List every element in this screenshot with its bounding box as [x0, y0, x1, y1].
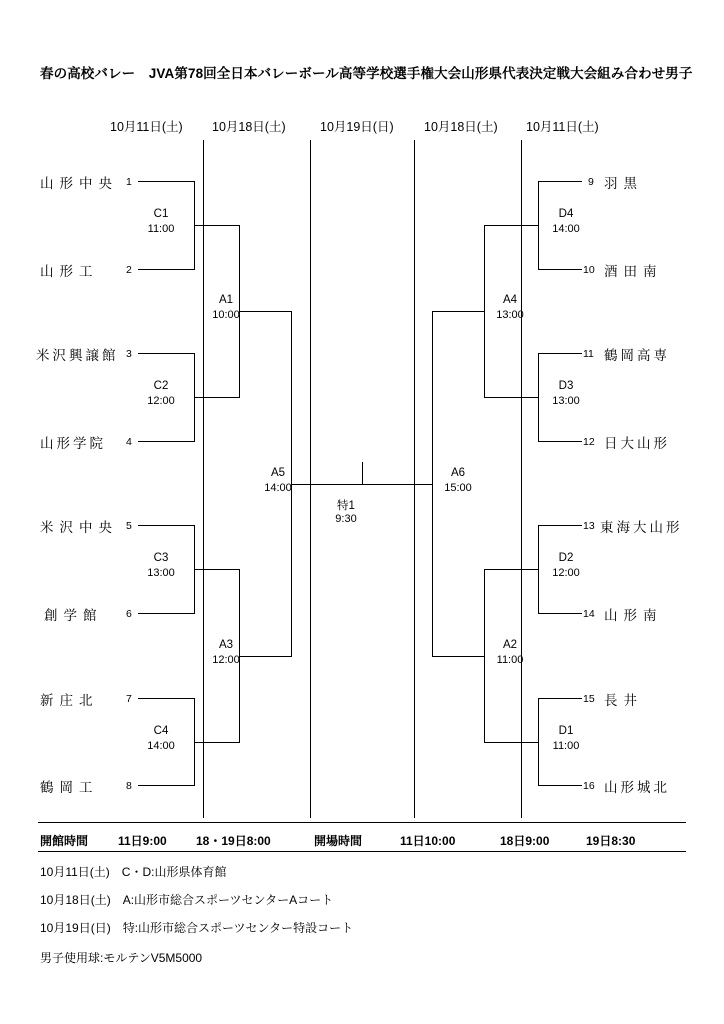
- bracket-line-c4-top: [138, 698, 194, 699]
- bracket-line-a2-out: [432, 656, 484, 657]
- bracket-line-c3-top: [138, 525, 194, 526]
- footer-note-1: 10月11日(土) C・D:山形県体育館: [40, 865, 227, 879]
- column-divider-4: [521, 140, 522, 818]
- bracket-line-d1-bottom: [538, 785, 582, 786]
- match-code-a4: A4: [502, 294, 518, 306]
- match-time-a2: 11:00: [496, 654, 524, 666]
- date-header-4: 10月11日(土): [526, 120, 599, 134]
- match-time-d4: 14:00: [552, 223, 580, 235]
- bracket-line-c3-bottom: [138, 613, 194, 614]
- bracket-line-c2-top: [138, 353, 194, 354]
- team-seed-left-7: 7: [126, 693, 132, 705]
- team-seed-right-16: 16: [583, 780, 595, 792]
- bracket-line-d3-out: [484, 397, 538, 398]
- footer-note-2: 10月18日(土) A:山形市総合スポーツセンターAコート: [40, 893, 334, 907]
- match-time-d2: 12:00: [552, 567, 580, 579]
- bracket-line-d2-out: [484, 569, 538, 570]
- date-header-3: 10月18日(土): [424, 120, 498, 134]
- bracket-line-c2-out: [194, 397, 239, 398]
- team-seed-right-14: 14: [583, 608, 595, 620]
- team-seed-right-13: 13: [583, 520, 595, 532]
- footer-venue-time-11: 11日10:00: [400, 834, 456, 848]
- match-code-d2: D2: [558, 552, 574, 564]
- team-label-right-12: 日大山形: [604, 436, 670, 451]
- team-seed-right-15: 15: [583, 693, 595, 705]
- footer-divider-top: [38, 822, 686, 823]
- match-time-d1: 11:00: [552, 740, 580, 752]
- team-label-left-4: 山形学院: [40, 436, 106, 451]
- match-time-a3: 12:00: [212, 654, 240, 666]
- team-label-left-7: 新庄北: [40, 693, 99, 708]
- bracket-line-c1-bottom: [138, 269, 194, 270]
- bracket-line-a6-out: [374, 484, 432, 485]
- footer-divider-bottom: [38, 851, 686, 852]
- bracket-line-d2-top: [538, 525, 582, 526]
- team-seed-left-4: 4: [126, 436, 132, 448]
- team-seed-left-6: 6: [126, 608, 132, 620]
- date-header-2: 10月19日(日): [320, 120, 394, 134]
- match-code-a2: A2: [502, 639, 518, 651]
- footer-venue-time-19: 19日8:30: [586, 834, 636, 848]
- date-header-0: 10月11日(土): [110, 120, 183, 134]
- footer-open-time-1819: 18・19日8:00: [196, 834, 271, 848]
- bracket-line-c3-out: [194, 569, 239, 570]
- match-code-final: 特1: [337, 500, 355, 512]
- match-time-a6: 15:00: [444, 482, 472, 494]
- team-seed-left-1: 1: [126, 176, 132, 188]
- match-time-c3: 13:00: [147, 567, 175, 579]
- column-divider-1: [203, 140, 204, 818]
- footer-note-4: 男子使用球:モルテンV5M5000: [40, 951, 203, 965]
- team-seed-right-12: 12: [583, 436, 595, 448]
- match-time-a4: 13:00: [496, 309, 524, 321]
- footer-open-time-11: 11日9:00: [118, 834, 167, 848]
- team-label-left-8: 鶴岡工: [40, 780, 99, 795]
- final-marker-line: [362, 462, 363, 484]
- match-code-a1: A1: [218, 294, 234, 306]
- team-label-right-11: 鶴岡高専: [604, 348, 670, 363]
- bracket-line-d3-bottom: [538, 441, 582, 442]
- footer-venue-time-18: 18日9:00: [500, 834, 550, 848]
- bracket-line-d1-out: [484, 742, 538, 743]
- bracket-line-c4-out: [194, 742, 239, 743]
- bracket-line-d4-bottom: [538, 269, 582, 270]
- page-title: 春の高校バレー JVA第78回全日本バレーボール高等学校選手権大会山形県代表決定戦大会組み合わせ男子: [40, 66, 693, 81]
- match-time-final: 9:30: [335, 513, 357, 525]
- team-label-left-3: 米沢興譲館: [36, 348, 119, 363]
- bracket-line-c2-bottom: [138, 441, 194, 442]
- team-seed-left-5: 5: [126, 520, 132, 532]
- team-label-left-1: 山形中央: [40, 176, 118, 191]
- match-code-c2: C2: [153, 380, 169, 392]
- match-code-a5: A5: [270, 467, 286, 479]
- team-seed-right-11: 11: [583, 348, 594, 360]
- column-divider-3: [414, 140, 415, 818]
- team-label-right-15: 長井: [604, 693, 643, 708]
- bracket-line-d2-bottom: [538, 613, 582, 614]
- bracket-line-c4-bottom: [138, 785, 194, 786]
- match-code-d4: D4: [558, 208, 574, 220]
- match-code-a3: A3: [218, 639, 234, 651]
- match-code-a6: A6: [450, 467, 466, 479]
- bracket-line-d4-top: [538, 181, 582, 182]
- team-seed-right-9: 9: [588, 176, 594, 188]
- team-seed-left-3: 3: [126, 348, 132, 360]
- team-label-right-14: 山形南: [604, 608, 663, 623]
- footer-note-3: 10月19日(日) 特:山形市総合スポーツセンター特設コート: [40, 921, 354, 935]
- match-code-c3: C3: [153, 552, 169, 564]
- match-code-c4: C4: [153, 725, 169, 737]
- team-label-right-9: 羽黒: [604, 176, 643, 191]
- bracket-line-d1-top: [538, 698, 582, 699]
- date-header-1: 10月18日(土): [212, 120, 286, 134]
- match-code-d3: D3: [558, 380, 574, 392]
- match-code-d1: D1: [558, 725, 574, 737]
- match-time-c4: 14:00: [147, 740, 175, 752]
- match-time-a1: 10:00: [212, 309, 240, 321]
- match-time-c1: 11:00: [147, 223, 175, 235]
- team-label-left-6: 創学館: [44, 608, 103, 623]
- team-label-right-16: 山形城北: [604, 780, 670, 795]
- bracket-line-c1-top: [138, 181, 194, 182]
- match-time-a5: 14:00: [264, 482, 292, 494]
- bracket-line-c1-out: [194, 225, 239, 226]
- footer-venue-time-label: 開場時間: [314, 834, 363, 848]
- match-time-c2: 12:00: [147, 395, 175, 407]
- bracket-line-a4-out: [432, 311, 484, 312]
- team-label-left-5: 米沢中央: [40, 520, 118, 535]
- team-label-left-2: 山形工: [40, 264, 99, 279]
- team-seed-left-8: 8: [126, 780, 132, 792]
- team-label-right-10: 酒田南: [604, 264, 663, 279]
- bracket-line-d3-top: [538, 353, 582, 354]
- team-seed-right-10: 10: [583, 264, 595, 276]
- team-label-right-13: 東海大山形: [600, 520, 683, 535]
- footer-open-time-label: 開館時間: [40, 834, 89, 848]
- team-seed-left-2: 2: [126, 264, 132, 276]
- match-time-d3: 13:00: [552, 395, 580, 407]
- bracket-line-d4-out: [484, 225, 538, 226]
- column-divider-2: [310, 140, 311, 818]
- match-code-c1: C1: [153, 208, 169, 220]
